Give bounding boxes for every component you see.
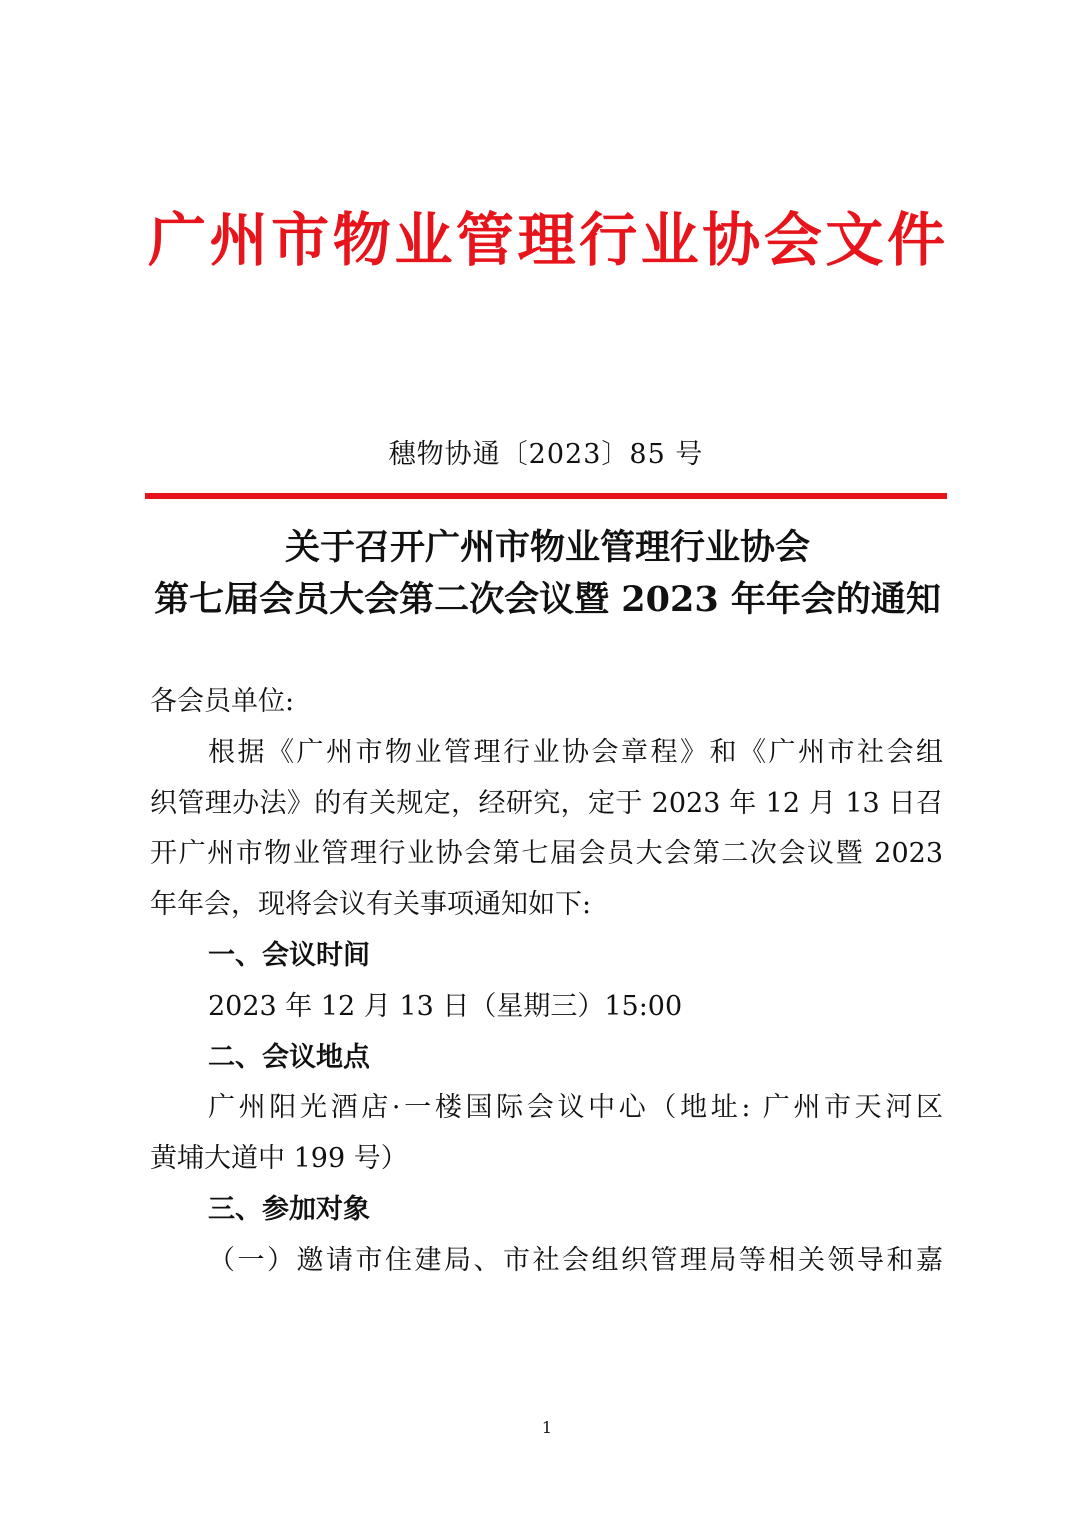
section-time-text: 2023 年 12 月 13 日（星期三）15:00 <box>208 990 683 1022</box>
notice-title <box>0 522 1080 626</box>
section-heading-time: 一、会议时间 <box>208 939 370 971</box>
document-number: 穗物协通〔2023〕85 号 <box>388 439 704 470</box>
red-separator-line <box>145 493 947 499</box>
notice-body <box>150 677 943 1287</box>
page-number: 1 <box>541 1418 553 1437</box>
section-heading-venue: 二、会议地点 <box>208 1041 370 1073</box>
intro-paragraph-line: 根据《广州市物业管理行业协会章程》和《广州市社会组 <box>208 736 943 768</box>
intro-paragraph-line: 织管理办法》的有关规定，经研究，定于 2023 年 12 月 13 日召 <box>150 787 943 819</box>
salutation: 各会员单位: <box>150 686 295 717</box>
org-document-title: 广州市物业管理行业协会文件 <box>148 206 945 274</box>
section-venue-text: 黄埔大道中 199 号） <box>150 1143 408 1175</box>
notice-title-line: 第七届会员大会第二次会议暨 2023 年年会的通知 <box>154 579 941 620</box>
section-heading-attendees: 三、参加对象 <box>208 1193 370 1225</box>
intro-paragraph-line: 年年会，现将会议有关事项通知如下: <box>150 889 592 921</box>
section-attendees-text: （一）邀请市住建局、市社会组织管理局等相关领导和嘉 <box>208 1244 943 1276</box>
section-venue-text: 广州阳光酒店·一楼国际会议中心（地址: 广州市天河区 <box>208 1092 943 1124</box>
intro-paragraph-line: 开广州市物业管理行业协会第七届会员大会第二次会议暨 2023 <box>150 838 943 870</box>
notice-title-line: 关于召开广州市物业管理行业协会 <box>284 527 810 568</box>
